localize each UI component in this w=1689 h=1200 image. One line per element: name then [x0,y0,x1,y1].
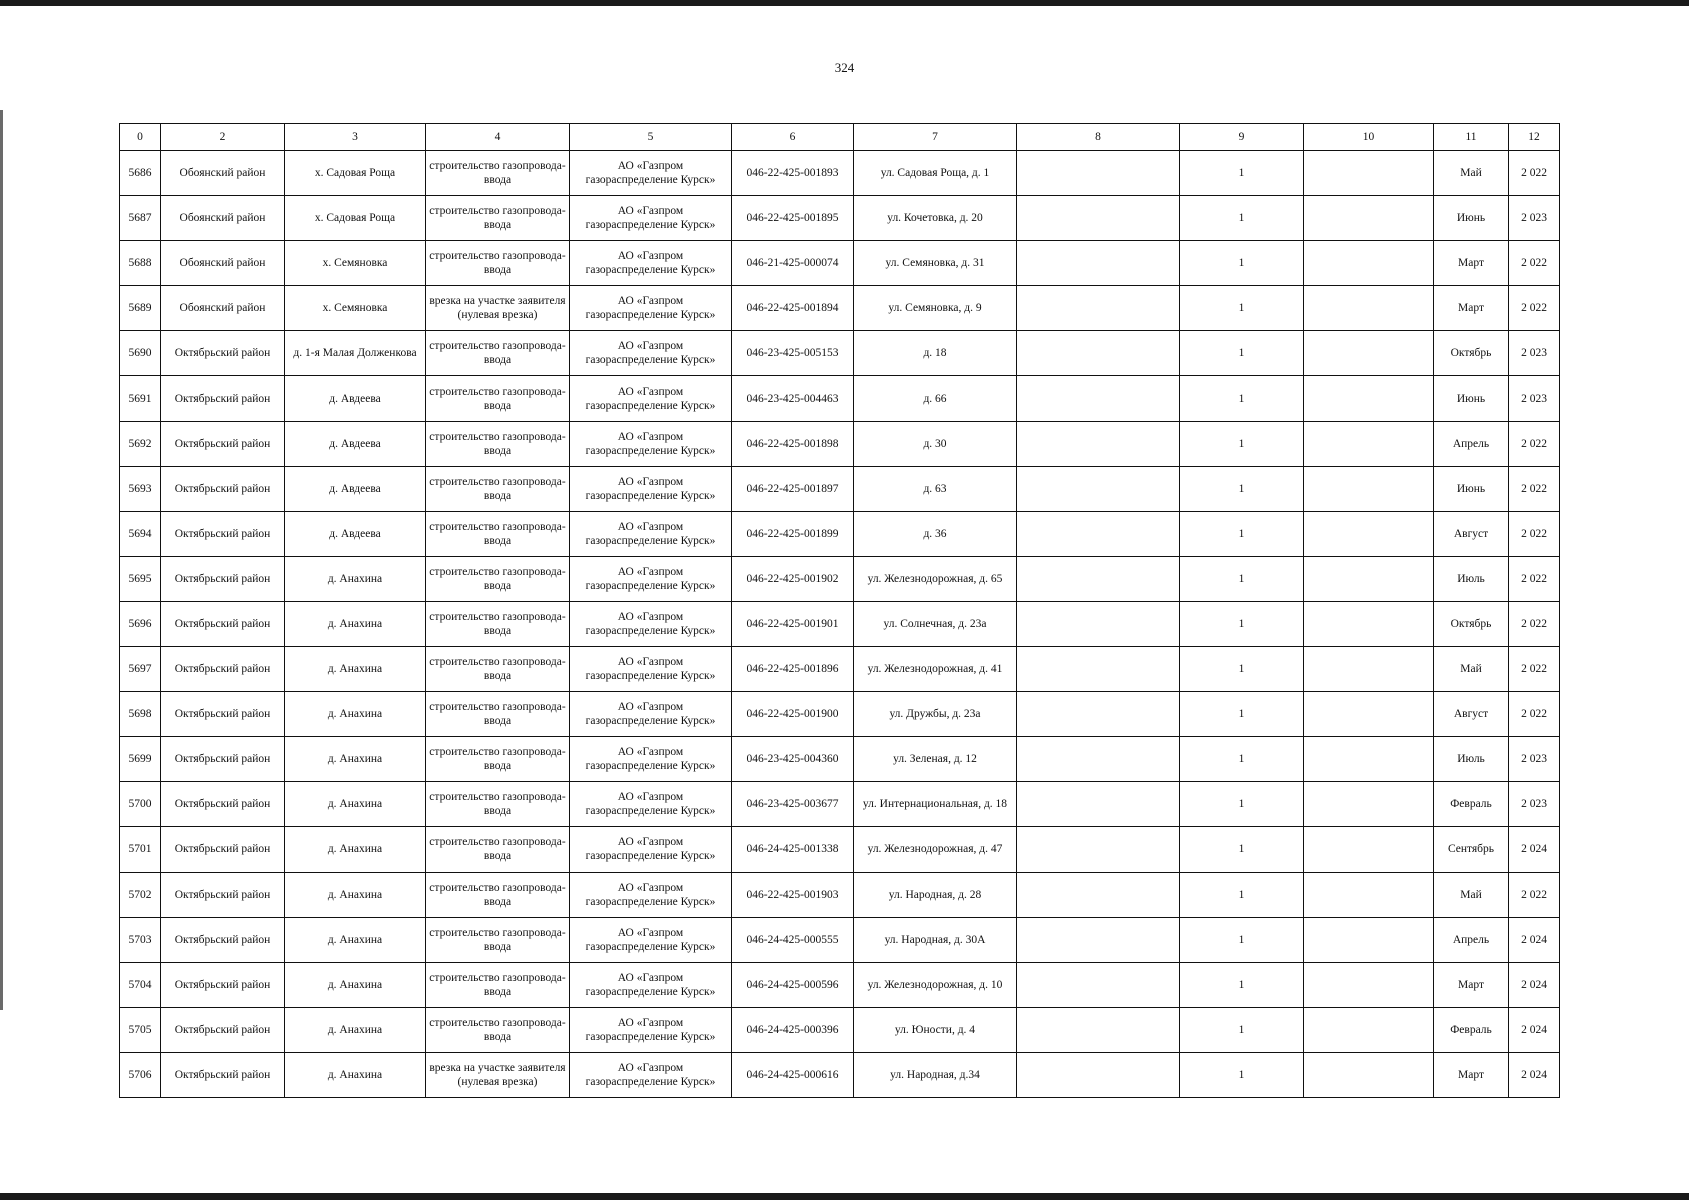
empty-cell-col10 [1304,421,1434,466]
settlement-cell: д. Анахина [285,737,426,782]
cadastre-number-cell: 046-24-425-000616 [732,1052,854,1097]
district-cell: Октябрьский район [161,1052,285,1097]
year-cell: 2 022 [1509,647,1560,692]
row-number-cell: 5690 [120,331,161,376]
quantity-cell: 1 [1180,782,1304,827]
quantity-cell: 1 [1180,376,1304,421]
month-cell: Март [1434,241,1509,286]
settlement-cell: д. Авдеева [285,511,426,556]
month-cell: Август [1434,692,1509,737]
row-number-cell: 5704 [120,962,161,1007]
quantity-cell: 1 [1180,737,1304,782]
column-header: 10 [1304,124,1434,151]
empty-cell-col8 [1017,556,1180,601]
address-cell: ул. Народная, д. 28 [854,872,1017,917]
address-cell: ул. Железнодорожная, д. 10 [854,962,1017,1007]
district-cell: Октябрьский район [161,421,285,466]
quantity-cell: 1 [1180,151,1304,196]
table-row [120,241,1560,286]
cadastre-number-cell: 046-22-425-001893 [732,151,854,196]
district-cell: Обоянский район [161,286,285,331]
work-type-cell: строительство газопровода-ввода [426,331,570,376]
organization-cell: АО «Газпром газораспределение Курск» [570,647,732,692]
work-type-cell: строительство газопровода-ввода [426,421,570,466]
address-cell: ул. Кочетовка, д. 20 [854,196,1017,241]
address-cell: д. 36 [854,511,1017,556]
address-cell: ул. Садовая Роща, д. 1 [854,151,1017,196]
quantity-cell: 1 [1180,917,1304,962]
cadastre-number-cell: 046-24-425-000596 [732,962,854,1007]
quantity-cell: 1 [1180,241,1304,286]
table-row [120,601,1560,646]
year-cell: 2 023 [1509,196,1560,241]
empty-cell-col10 [1304,692,1434,737]
address-cell: ул. Народная, д. 30А [854,917,1017,962]
cadastre-number-cell: 046-23-425-003677 [732,782,854,827]
organization-cell: АО «Газпром газораспределение Курск» [570,827,732,872]
scan-edge-top [0,0,1689,6]
district-cell: Октябрьский район [161,511,285,556]
work-type-cell: строительство газопровода-ввода [426,151,570,196]
organization-cell: АО «Газпром газораспределение Курск» [570,692,732,737]
month-cell: Сентябрь [1434,827,1509,872]
empty-cell-col8 [1017,692,1180,737]
district-cell: Октябрьский район [161,1007,285,1052]
settlement-cell: д. Анахина [285,647,426,692]
quantity-cell: 1 [1180,331,1304,376]
month-cell: Май [1434,647,1509,692]
cadastre-number-cell: 046-22-425-001903 [732,872,854,917]
cadastre-number-cell: 046-24-425-000396 [732,1007,854,1052]
work-type-cell: врезка на участке заявителя (нулевая врезка) [426,1052,570,1097]
table-row [120,917,1560,962]
row-number-cell: 5696 [120,601,161,646]
empty-cell-col10 [1304,376,1434,421]
empty-cell-col10 [1304,872,1434,917]
organization-cell: АО «Газпром газораспределение Курск» [570,1052,732,1097]
settlement-cell: д. Анахина [285,1007,426,1052]
settlement-cell: х. Семяновка [285,241,426,286]
year-cell: 2 022 [1509,556,1560,601]
organization-cell: АО «Газпром газораспределение Курск» [570,872,732,917]
empty-cell-col8 [1017,466,1180,511]
quantity-cell: 1 [1180,647,1304,692]
empty-cell-col10 [1304,827,1434,872]
work-type-cell: строительство газопровода-ввода [426,1007,570,1052]
address-cell: д. 66 [854,376,1017,421]
empty-cell-col10 [1304,647,1434,692]
work-type-cell: строительство газопровода-ввода [426,466,570,511]
row-number-cell: 5705 [120,1007,161,1052]
row-number-cell: 5694 [120,511,161,556]
settlement-cell: д. Анахина [285,556,426,601]
empty-cell-col8 [1017,511,1180,556]
empty-cell-col8 [1017,647,1180,692]
empty-cell-col10 [1304,782,1434,827]
month-cell: Апрель [1434,421,1509,466]
address-cell: ул. Семяновка, д. 31 [854,241,1017,286]
row-number-cell: 5692 [120,421,161,466]
settlement-cell: д. Анахина [285,872,426,917]
table-row [120,962,1560,1007]
district-cell: Октябрьский район [161,782,285,827]
empty-cell-col10 [1304,466,1434,511]
quantity-cell: 1 [1180,196,1304,241]
table-row [120,1052,1560,1097]
work-type-cell: строительство газопровода-ввода [426,601,570,646]
column-header: 3 [285,124,426,151]
settlement-cell: д. Анахина [285,782,426,827]
year-cell: 2 022 [1509,151,1560,196]
table-row [120,827,1560,872]
cadastre-number-cell: 046-24-425-001338 [732,827,854,872]
row-number-cell: 5706 [120,1052,161,1097]
table-row [120,286,1560,331]
cadastre-number-cell: 046-22-425-001899 [732,511,854,556]
quantity-cell: 1 [1180,962,1304,1007]
year-cell: 2 024 [1509,1007,1560,1052]
empty-cell-col10 [1304,737,1434,782]
organization-cell: АО «Газпром газораспределение Курск» [570,151,732,196]
settlement-cell: д. Авдеева [285,421,426,466]
empty-cell-col8 [1017,1052,1180,1097]
month-cell: Июнь [1434,376,1509,421]
settlement-cell: х. Семяновка [285,286,426,331]
month-cell: Март [1434,286,1509,331]
table-row [120,511,1560,556]
empty-cell-col8 [1017,827,1180,872]
quantity-cell: 1 [1180,511,1304,556]
cadastre-number-cell: 046-22-425-001897 [732,466,854,511]
work-type-cell: строительство газопровода-ввода [426,511,570,556]
empty-cell-col10 [1304,196,1434,241]
district-cell: Октябрьский район [161,556,285,601]
scan-edge-bottom [0,1193,1689,1200]
year-cell: 2 024 [1509,827,1560,872]
year-cell: 2 023 [1509,376,1560,421]
month-cell: Июнь [1434,196,1509,241]
work-type-cell: строительство газопровода-ввода [426,917,570,962]
month-cell: Август [1434,511,1509,556]
organization-cell: АО «Газпром газораспределение Курск» [570,196,732,241]
table-row [120,1007,1560,1052]
year-cell: 2 022 [1509,421,1560,466]
quantity-cell: 1 [1180,1007,1304,1052]
column-header: 11 [1434,124,1509,151]
month-cell: Октябрь [1434,331,1509,376]
empty-cell-col8 [1017,331,1180,376]
cadastre-number-cell: 046-22-425-001898 [732,421,854,466]
table-row [120,647,1560,692]
settlement-cell: д. Авдеева [285,466,426,511]
year-cell: 2 022 [1509,601,1560,646]
settlement-cell: д. Анахина [285,962,426,1007]
cadastre-number-cell: 046-21-425-000074 [732,241,854,286]
column-header: 6 [732,124,854,151]
year-cell: 2 023 [1509,782,1560,827]
month-cell: Июль [1434,556,1509,601]
district-cell: Октябрьский район [161,917,285,962]
month-cell: Февраль [1434,1007,1509,1052]
organization-cell: АО «Газпром газораспределение Курск» [570,331,732,376]
table-row [120,556,1560,601]
month-cell: Июль [1434,737,1509,782]
page-number: 324 [834,60,855,75]
work-type-cell: строительство газопровода-ввода [426,782,570,827]
empty-cell-col8 [1017,872,1180,917]
empty-cell-col8 [1017,962,1180,1007]
empty-cell-col10 [1304,1052,1434,1097]
year-cell: 2 023 [1509,331,1560,376]
settlement-cell: д. 1-я Малая Долженкова [285,331,426,376]
table-body [120,151,1560,1098]
column-header: 9 [1180,124,1304,151]
district-cell: Октябрьский район [161,601,285,646]
work-type-cell: строительство газопровода-ввода [426,376,570,421]
district-cell: Октябрьский район [161,737,285,782]
work-type-cell: строительство газопровода-ввода [426,241,570,286]
empty-cell-col8 [1017,421,1180,466]
column-header: 4 [426,124,570,151]
organization-cell: АО «Газпром газораспределение Курск» [570,556,732,601]
quantity-cell: 1 [1180,1052,1304,1097]
row-number-cell: 5691 [120,376,161,421]
organization-cell: АО «Газпром газораспределение Курск» [570,241,732,286]
work-type-cell: строительство газопровода-ввода [426,827,570,872]
district-cell: Октябрьский район [161,647,285,692]
table-row [120,421,1560,466]
organization-cell: АО «Газпром газораспределение Курск» [570,1007,732,1052]
district-cell: Октябрьский район [161,872,285,917]
quantity-cell: 1 [1180,556,1304,601]
row-number-cell: 5687 [120,196,161,241]
cadastre-number-cell: 046-23-425-004360 [732,737,854,782]
year-cell: 2 022 [1509,466,1560,511]
month-cell: Февраль [1434,782,1509,827]
registry-table [119,123,1560,1098]
year-cell: 2 022 [1509,286,1560,331]
year-cell: 2 023 [1509,737,1560,782]
settlement-cell: д. Анахина [285,601,426,646]
district-cell: Октябрьский район [161,331,285,376]
settlement-cell: д. Анахина [285,827,426,872]
month-cell: Май [1434,872,1509,917]
address-cell: д. 18 [854,331,1017,376]
cadastre-number-cell: 046-22-425-001902 [732,556,854,601]
table-row [120,782,1560,827]
year-cell: 2 024 [1509,917,1560,962]
district-cell: Обоянский район [161,196,285,241]
empty-cell-col8 [1017,1007,1180,1052]
organization-cell: АО «Газпром газораспределение Курск» [570,601,732,646]
empty-cell-col10 [1304,962,1434,1007]
quantity-cell: 1 [1180,466,1304,511]
cadastre-number-cell: 046-22-425-001901 [732,601,854,646]
district-cell: Октябрьский район [161,466,285,511]
district-cell: Октябрьский район [161,962,285,1007]
organization-cell: АО «Газпром газораспределение Курск» [570,511,732,556]
address-cell: ул. Железнодорожная, д. 41 [854,647,1017,692]
row-number-cell: 5701 [120,827,161,872]
table-row [120,872,1560,917]
work-type-cell: строительство газопровода-ввода [426,196,570,241]
table-row [120,692,1560,737]
work-type-cell: строительство газопровода-ввода [426,872,570,917]
column-header: 5 [570,124,732,151]
year-cell: 2 022 [1509,511,1560,556]
address-cell: д. 63 [854,466,1017,511]
settlement-cell: д. Авдеева [285,376,426,421]
settlement-cell: д. Анахина [285,1052,426,1097]
work-type-cell: строительство газопровода-ввода [426,692,570,737]
row-number-cell: 5703 [120,917,161,962]
row-number-cell: 5695 [120,556,161,601]
cadastre-number-cell: 046-22-425-001895 [732,196,854,241]
row-number-cell: 5693 [120,466,161,511]
organization-cell: АО «Газпром газораспределение Курск» [570,782,732,827]
district-cell: Октябрьский район [161,692,285,737]
district-cell: Обоянский район [161,241,285,286]
table-row [120,151,1560,196]
settlement-cell: х. Садовая Роща [285,196,426,241]
empty-cell-col10 [1304,917,1434,962]
table-row [120,737,1560,782]
month-cell: Май [1434,151,1509,196]
empty-cell-col10 [1304,331,1434,376]
row-number-cell: 5698 [120,692,161,737]
quantity-cell: 1 [1180,692,1304,737]
quantity-cell: 1 [1180,601,1304,646]
cadastre-number-cell: 046-24-425-000555 [732,917,854,962]
empty-cell-col10 [1304,1007,1434,1052]
header-row [120,124,1560,151]
empty-cell-col8 [1017,782,1180,827]
empty-cell-col8 [1017,376,1180,421]
table-row [120,466,1560,511]
address-cell: ул. Интернациональная, д. 18 [854,782,1017,827]
settlement-cell: д. Анахина [285,692,426,737]
month-cell: Апрель [1434,917,1509,962]
row-number-cell: 5688 [120,241,161,286]
settlement-cell: д. Анахина [285,917,426,962]
quantity-cell: 1 [1180,827,1304,872]
work-type-cell: строительство газопровода-ввода [426,737,570,782]
empty-cell-col8 [1017,286,1180,331]
address-cell: ул. Железнодорожная, д. 47 [854,827,1017,872]
address-cell: ул. Юности, д. 4 [854,1007,1017,1052]
address-cell: ул. Дружбы, д. 23а [854,692,1017,737]
empty-cell-col8 [1017,151,1180,196]
row-number-cell: 5699 [120,737,161,782]
row-number-cell: 5700 [120,782,161,827]
district-cell: Обоянский район [161,151,285,196]
empty-cell-col10 [1304,511,1434,556]
row-number-cell: 5689 [120,286,161,331]
row-number-cell: 5702 [120,872,161,917]
work-type-cell: строительство газопровода-ввода [426,962,570,1007]
empty-cell-col10 [1304,151,1434,196]
empty-cell-col8 [1017,196,1180,241]
organization-cell: АО «Газпром газораспределение Курск» [570,421,732,466]
organization-cell: АО «Газпром газораспределение Курск» [570,737,732,782]
address-cell: ул. Семяновка, д. 9 [854,286,1017,331]
column-header: 2 [161,124,285,151]
empty-cell-col10 [1304,556,1434,601]
empty-cell-col8 [1017,917,1180,962]
work-type-cell: врезка на участке заявителя (нулевая врезка) [426,286,570,331]
address-cell: ул. Зеленая, д. 12 [854,737,1017,782]
column-header: 12 [1509,124,1560,151]
year-cell: 2 022 [1509,872,1560,917]
empty-cell-col8 [1017,601,1180,646]
organization-cell: АО «Газпром газораспределение Курск» [570,286,732,331]
year-cell: 2 022 [1509,241,1560,286]
month-cell: Март [1434,962,1509,1007]
quantity-cell: 1 [1180,872,1304,917]
work-type-cell: строительство газопровода-ввода [426,647,570,692]
organization-cell: АО «Газпром газораспределение Курск» [570,917,732,962]
quantity-cell: 1 [1180,421,1304,466]
district-cell: Октябрьский район [161,827,285,872]
district-cell: Октябрьский район [161,376,285,421]
table-row [120,331,1560,376]
empty-cell-col10 [1304,601,1434,646]
month-cell: Март [1434,1052,1509,1097]
table-row [120,196,1560,241]
address-cell: ул. Железнодорожная, д. 65 [854,556,1017,601]
column-header: 0 [120,124,161,151]
table-header [120,124,1560,151]
cadastre-number-cell: 046-22-425-001896 [732,647,854,692]
address-cell: ул. Народная, д.34 [854,1052,1017,1097]
cadastre-number-cell: 046-22-425-001900 [732,692,854,737]
row-number-cell: 5697 [120,647,161,692]
empty-cell-col10 [1304,241,1434,286]
empty-cell-col10 [1304,286,1434,331]
address-cell: д. 30 [854,421,1017,466]
row-number-cell: 5686 [120,151,161,196]
month-cell: Октябрь [1434,601,1509,646]
cadastre-number-cell: 046-23-425-004463 [732,376,854,421]
address-cell: ул. Солнечная, д. 23а [854,601,1017,646]
month-cell: Июнь [1434,466,1509,511]
year-cell: 2 024 [1509,962,1560,1007]
empty-cell-col8 [1017,241,1180,286]
organization-cell: АО «Газпром газораспределение Курск» [570,376,732,421]
settlement-cell: х. Садовая Роща [285,151,426,196]
year-cell: 2 022 [1509,692,1560,737]
scan-edge-left [0,110,3,1010]
quantity-cell: 1 [1180,286,1304,331]
table-row [120,376,1560,421]
cadastre-number-cell: 046-22-425-001894 [732,286,854,331]
organization-cell: АО «Газпром газораспределение Курск» [570,962,732,1007]
column-header: 8 [1017,124,1180,151]
organization-cell: АО «Газпром газораспределение Курск» [570,466,732,511]
work-type-cell: строительство газопровода-ввода [426,556,570,601]
column-header: 7 [854,124,1017,151]
empty-cell-col8 [1017,737,1180,782]
year-cell: 2 024 [1509,1052,1560,1097]
cadastre-number-cell: 046-23-425-005153 [732,331,854,376]
